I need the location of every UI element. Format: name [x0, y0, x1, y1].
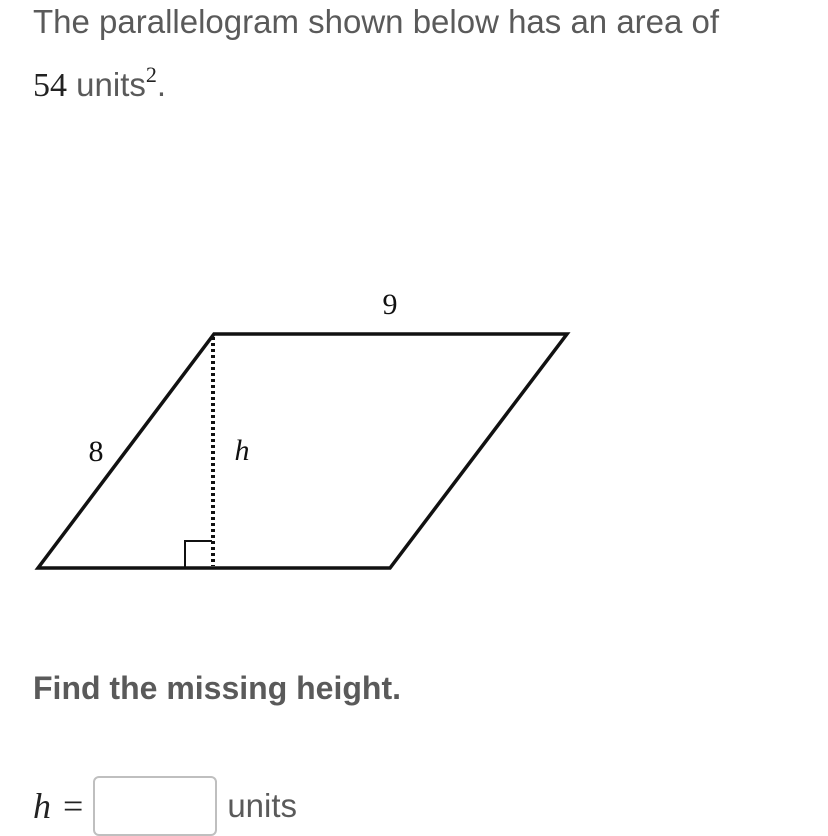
answer-variable: h: [33, 786, 51, 826]
left-side-label: 8: [88, 435, 104, 468]
height-label: h: [234, 434, 250, 467]
height-answer-input[interactable]: [93, 776, 217, 836]
answer-row: [33, 776, 297, 836]
equals-sign: =: [63, 786, 84, 826]
parallelogram-shape: [38, 334, 567, 568]
answer-unit-label: units: [227, 787, 298, 824]
area-unit: units: [76, 66, 146, 103]
right-angle-marker: [185, 541, 212, 568]
problem-line-1: The parallelogram shown below has an area of: [33, 3, 720, 40]
top-side-label: 9: [382, 288, 398, 321]
area-exponent: 2: [145, 62, 157, 87]
problem-trailing-period: .: [156, 66, 167, 103]
question-text: Find the missing height.: [33, 670, 401, 706]
area-value: 54: [33, 67, 67, 104]
